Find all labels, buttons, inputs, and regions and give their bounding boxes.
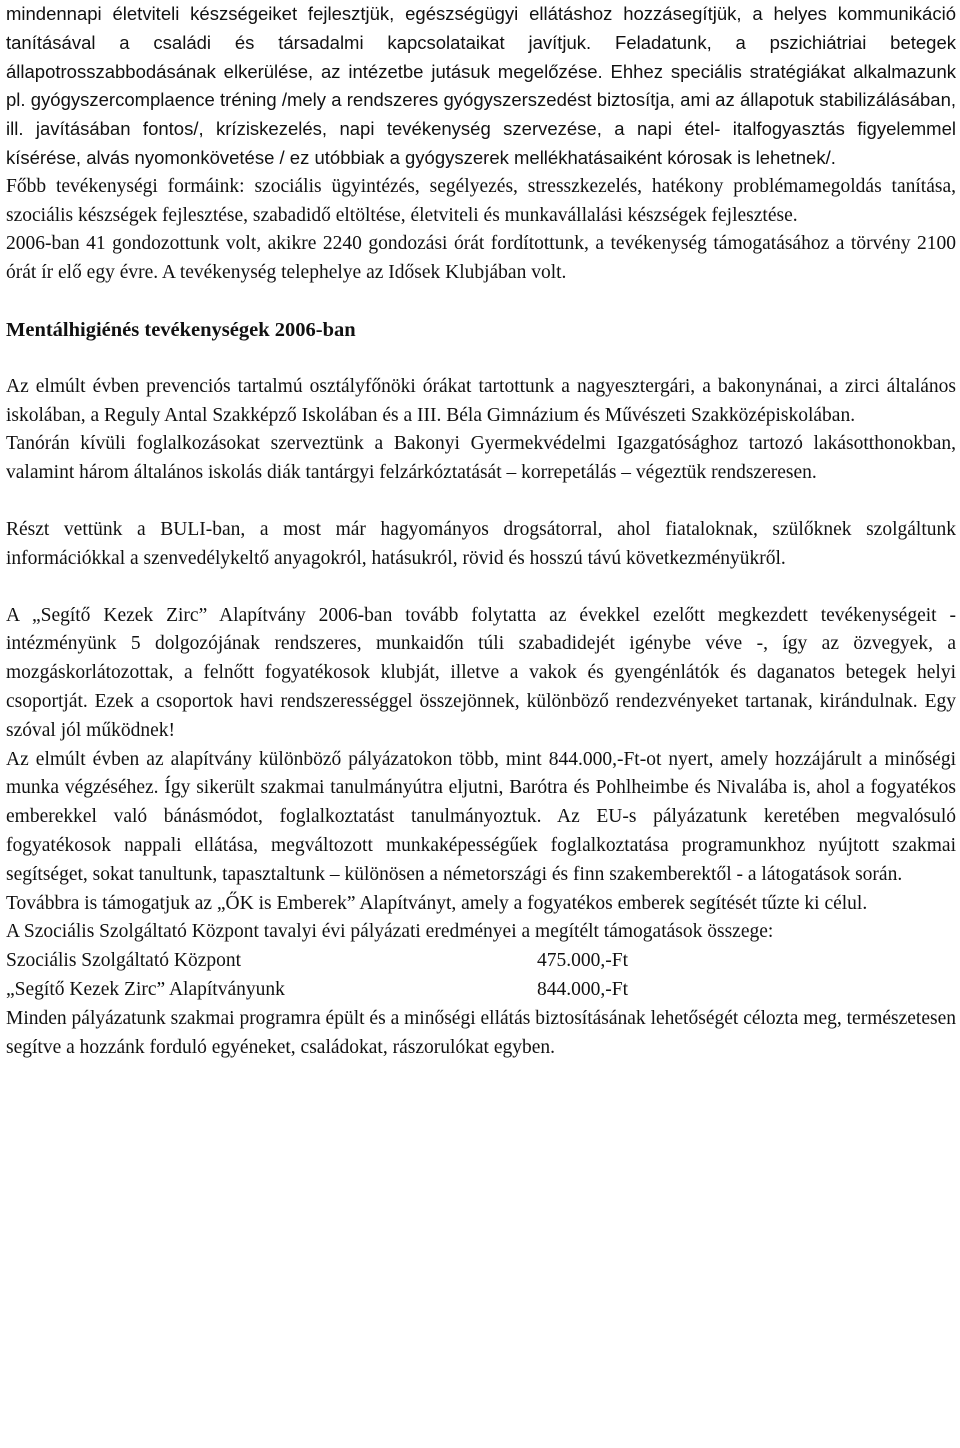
paragraph-buli: Részt vettünk a BULI-ban, a most már hagyományos drogsátorral, ahol fiataloknak, szülőknek szolgáltunk információkkal a szenvedélykeltő anyagokról, hatásukról, rövid és hosszú távú következményükről. [6, 518, 956, 569]
section-heading: Mentálhigiénés tevékenységek 2006-ban [6, 318, 356, 341]
paragraph-grant-results: A Szociális Szolgáltató Központ tavalyi évi pályázati eredményei a megítélt támogatások összege: [6, 921, 774, 943]
paragraph-foundation: A „Segítő Kezek Zirc” Alapítvány 2006-ban tovább folytatta az évekkel ezelőtt megkezdett tevékenységeit - intézményünk 5 dolgozójának rendszeres, munkaidőn túli szabadidejét igénybe véve -, így az özvegyek, a mozgáskorlátozottak, a felnőtt fogyatékosok klubját, illetve a vakok és gyengénlátók és daganatos betegek helyi csoportját. Ezek a csoportok havi rendszerességgel összejönnek, különböző rendezvényeket tartanak, kirándulnak. Egy szóval jól működnek! [6, 604, 956, 741]
spacer [6, 488, 956, 516]
fund-amount: 844.000,-Ft [537, 978, 629, 1000]
paragraph-daily-life-skills: mindennapi életviteli készségeiket fejlesztjük, egészségügyi ellátáshoz hozzásegítjük, a helyes kommunikáció tanításával a családi és társadalmi kapcsolataikat javítjuk. Feladatunk, a pszichiátriai betegek állapotrosszabbodásának elkerülése, az intézetbe jutásuk megelőzése. Ehhez speciális stratégiákat alkalmazunk pl. gyógyszercomplaence tréning /mely a rendszeres gyógyszerszedést biztosítja, ami az állapotuk stabilizálásában, ill. javításában fontos/, kríziskezelés, napi tevékenység szervezése, a napi étel- italfogyasztás figyelemmel kísérése, alvás nyomonkövetése / ez utóbbiak a gyógyszerek mellékhatásaiként kórosak is lehetnek/. [6, 3, 956, 168]
paragraph-ok-is-emberek: Továbbra is támogatjuk az „ŐK is Emberek” Alapítványt, amely a fogyatékos emberek segítését tűzte ki célul. [6, 892, 868, 914]
paragraph-closing: Minden pályázatunk szakmai programra épült és a minőségi ellátás biztosításának lehetőségét célozta meg, természetesen segítve a hozzánk forduló egyéneket, családokat, rászorulókat egyben. [6, 1007, 956, 1058]
paragraph-extracurricular: Tanórán kívüli foglalkozásokat szerveztünk a Bakonyi Gyermekvédelmi Igazgatósághoz tartozó lakásotthonokban, valamint három általános iskolás diák tantárgyi felzárkóztatását – korrepetálás – végeztük rendszeresen. [6, 433, 956, 484]
spacer [6, 288, 956, 316]
paragraph-2006-clients: 2006-ban 41 gondozottunk volt, akikre 2240 gondozási órát fordítottunk, a tevékenység támogatásához a törvény 2100 órát ír elő egy évre. A tevékenység telephelye az Idősek Klubjában volt. [6, 233, 956, 284]
spacer [6, 574, 956, 602]
paragraph-main-activities: Főbb tevékenységi formáink: szociális ügyintézés, segélyezés, stresszkezelés, hatékony problémamegoldás tanítása, szociális készségek fejlesztése, szabadidő eltöltése, életviteli és munkavállalási készségek fejlesztése. [6, 175, 956, 226]
fund-name: „Segítő Kezek Zirc” Alapítványunk [6, 978, 285, 1000]
fund-name: Szociális Szolgáltató Központ [6, 950, 242, 972]
fund-amount: 475.000,-Ft [537, 950, 629, 972]
paragraph-tenders: Az elmúlt évben az alapítvány különböző pályázatokon több, mint 844.000,-Ft-ot nyert, amely hozzájárult a minőségi munka végzéséhez. Így sikerült szakmai tanulmányútra eljutni, Barótra és Pohlheimbe és Nivalába is, ahol a fogyatékos emberekkel való bánásmódot, foglalkoztatást tanulmányoztuk. Az EU-s pályázatunk keretében megvalósuló fogyatékosok nappali ellátása, megváltozott munkaképességűek foglalkoztatása programunkhoz nyújtott szakmai segítséget, sokat tanultunk, tapasztaltunk – különösen a németországi és finn szakemberektől - a látogatások során. [6, 748, 956, 885]
paragraph-prevention-classes: Az elmúlt évben prevenciós tartalmú osztályfőnöki órákat tartottunk a nagyesztergári, a bakonynánai, a zirci általános iskolában, a Reguly Antal Szakképző Iskolában és a III. Béla Gimnázium és Művészeti Szakközépiskolában. [6, 375, 956, 426]
spacer [6, 345, 956, 373]
document-page [6, 0, 956, 1062]
funds-table [6, 947, 956, 1005]
